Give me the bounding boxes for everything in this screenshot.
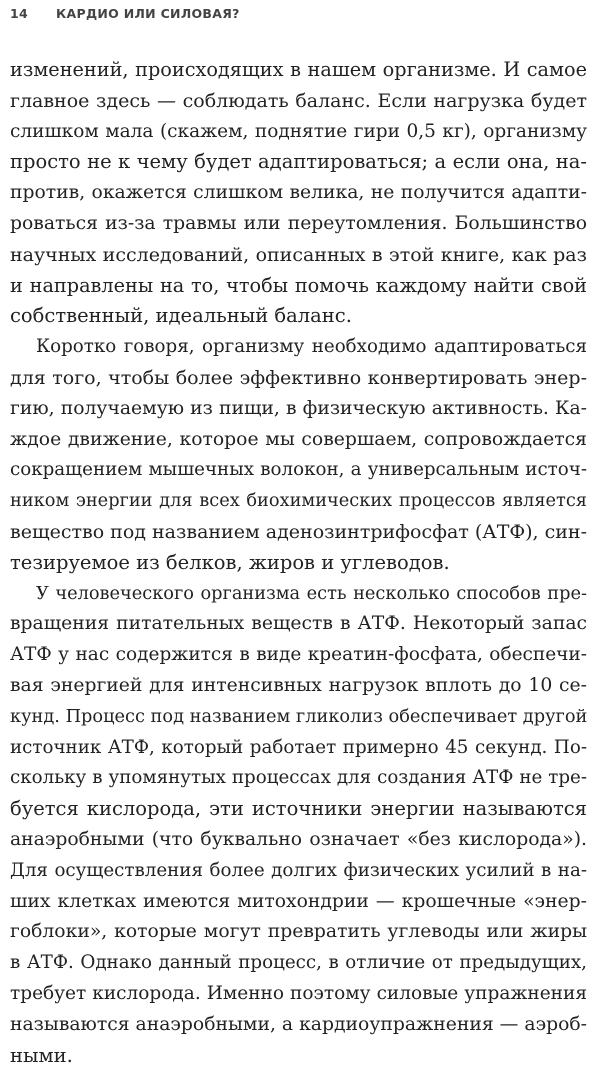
text-line: гию, получаемую из пищи, в физическую активность. Ка- (10, 394, 587, 425)
text-line: Для осуществления более долгих физических усилий в на- (10, 856, 587, 887)
text-line: АТФ у нас содержится в виде креатин-фосфата, обеспечи- (10, 640, 587, 671)
text-line: вая энергией для интенсивных нагрузок вплоть до 10 се- (10, 671, 587, 702)
text-line: гоблоки», которые могут превратить углеводы или жиры (10, 917, 587, 948)
page-number: 14 (10, 6, 56, 21)
text-line: научных исследований, описанных в этой книге, как раз (10, 240, 587, 271)
text-line: слишком мала (скажем, поднятие гири 0,5 кг), организму (10, 117, 587, 148)
running-head (10, 3, 240, 23)
text-line: собственный, идеальный баланс. (10, 301, 587, 332)
text-line: вращения питательных веществ в АТФ. Некоторый запас (10, 609, 587, 640)
body-text (10, 55, 587, 1071)
text-line: скольку в упомянутых процессах для создания АТФ не тре- (10, 763, 587, 794)
text-line: ником энергии для всех биохимических процессов является (10, 486, 587, 517)
text-line: Коротко говоря, организму необходимо адаптироваться (10, 332, 587, 363)
text-line: кунд. Процесс под названием гликолиз обеспечивает другой (10, 702, 587, 733)
text-line: тезируемое из белков, жиров и углеводов. (10, 548, 587, 579)
text-line: ными. (10, 1041, 587, 1071)
text-line: ших клетках имеются митохондрии — крошечные «энер- (10, 887, 587, 918)
text-line: сокращением мышечных волокон, а универсальным источ- (10, 455, 587, 486)
text-line: против, окажется слишком велика, не получится адапти- (10, 178, 587, 209)
text-line: просто не к чему будет адаптироваться; а если она, на- (10, 147, 587, 178)
text-line: для того, чтобы более эффективно конвертировать энер- (10, 363, 587, 394)
text-line: источник АТФ, который работает примерно 45 секунд. По- (10, 733, 587, 764)
text-line: вещество под названием аденозинтрифосфат (АТФ), син- (10, 517, 587, 548)
text-line: буется кислорода, эти источники энергии называются (10, 794, 587, 825)
text-line: У человеческого организма есть несколько способов пре- (10, 579, 587, 610)
paragraph-1 (10, 55, 587, 332)
text-line: роваться из-за травмы или переутомления. Большинство (10, 209, 587, 240)
text-line: изменений, происходящих в нашем организме. И самое (10, 55, 587, 86)
text-line: и направлены на то, чтобы помочь каждому найти свой (10, 271, 587, 302)
section-title: КАРДИО ИЛИ СИЛОВАЯ? (56, 6, 240, 21)
text-line: ждое движение, которое мы совершаем, сопровождается (10, 425, 587, 456)
text-line: требует кислорода. Именно поэтому силовые упражнения (10, 979, 587, 1010)
paragraph-2 (10, 332, 587, 578)
text-line: анаэробными (что буквально означает «без кислорода»). (10, 825, 587, 856)
text-line: называются анаэробными, а кардиоупражнения — аэроб- (10, 1010, 587, 1041)
text-line: главное здесь — соблюдать баланс. Если нагрузка будет (10, 86, 587, 117)
text-line: в АТФ. Однако данный процесс, в отличие от предыдущих, (10, 948, 587, 979)
paragraph-3 (10, 579, 587, 1071)
